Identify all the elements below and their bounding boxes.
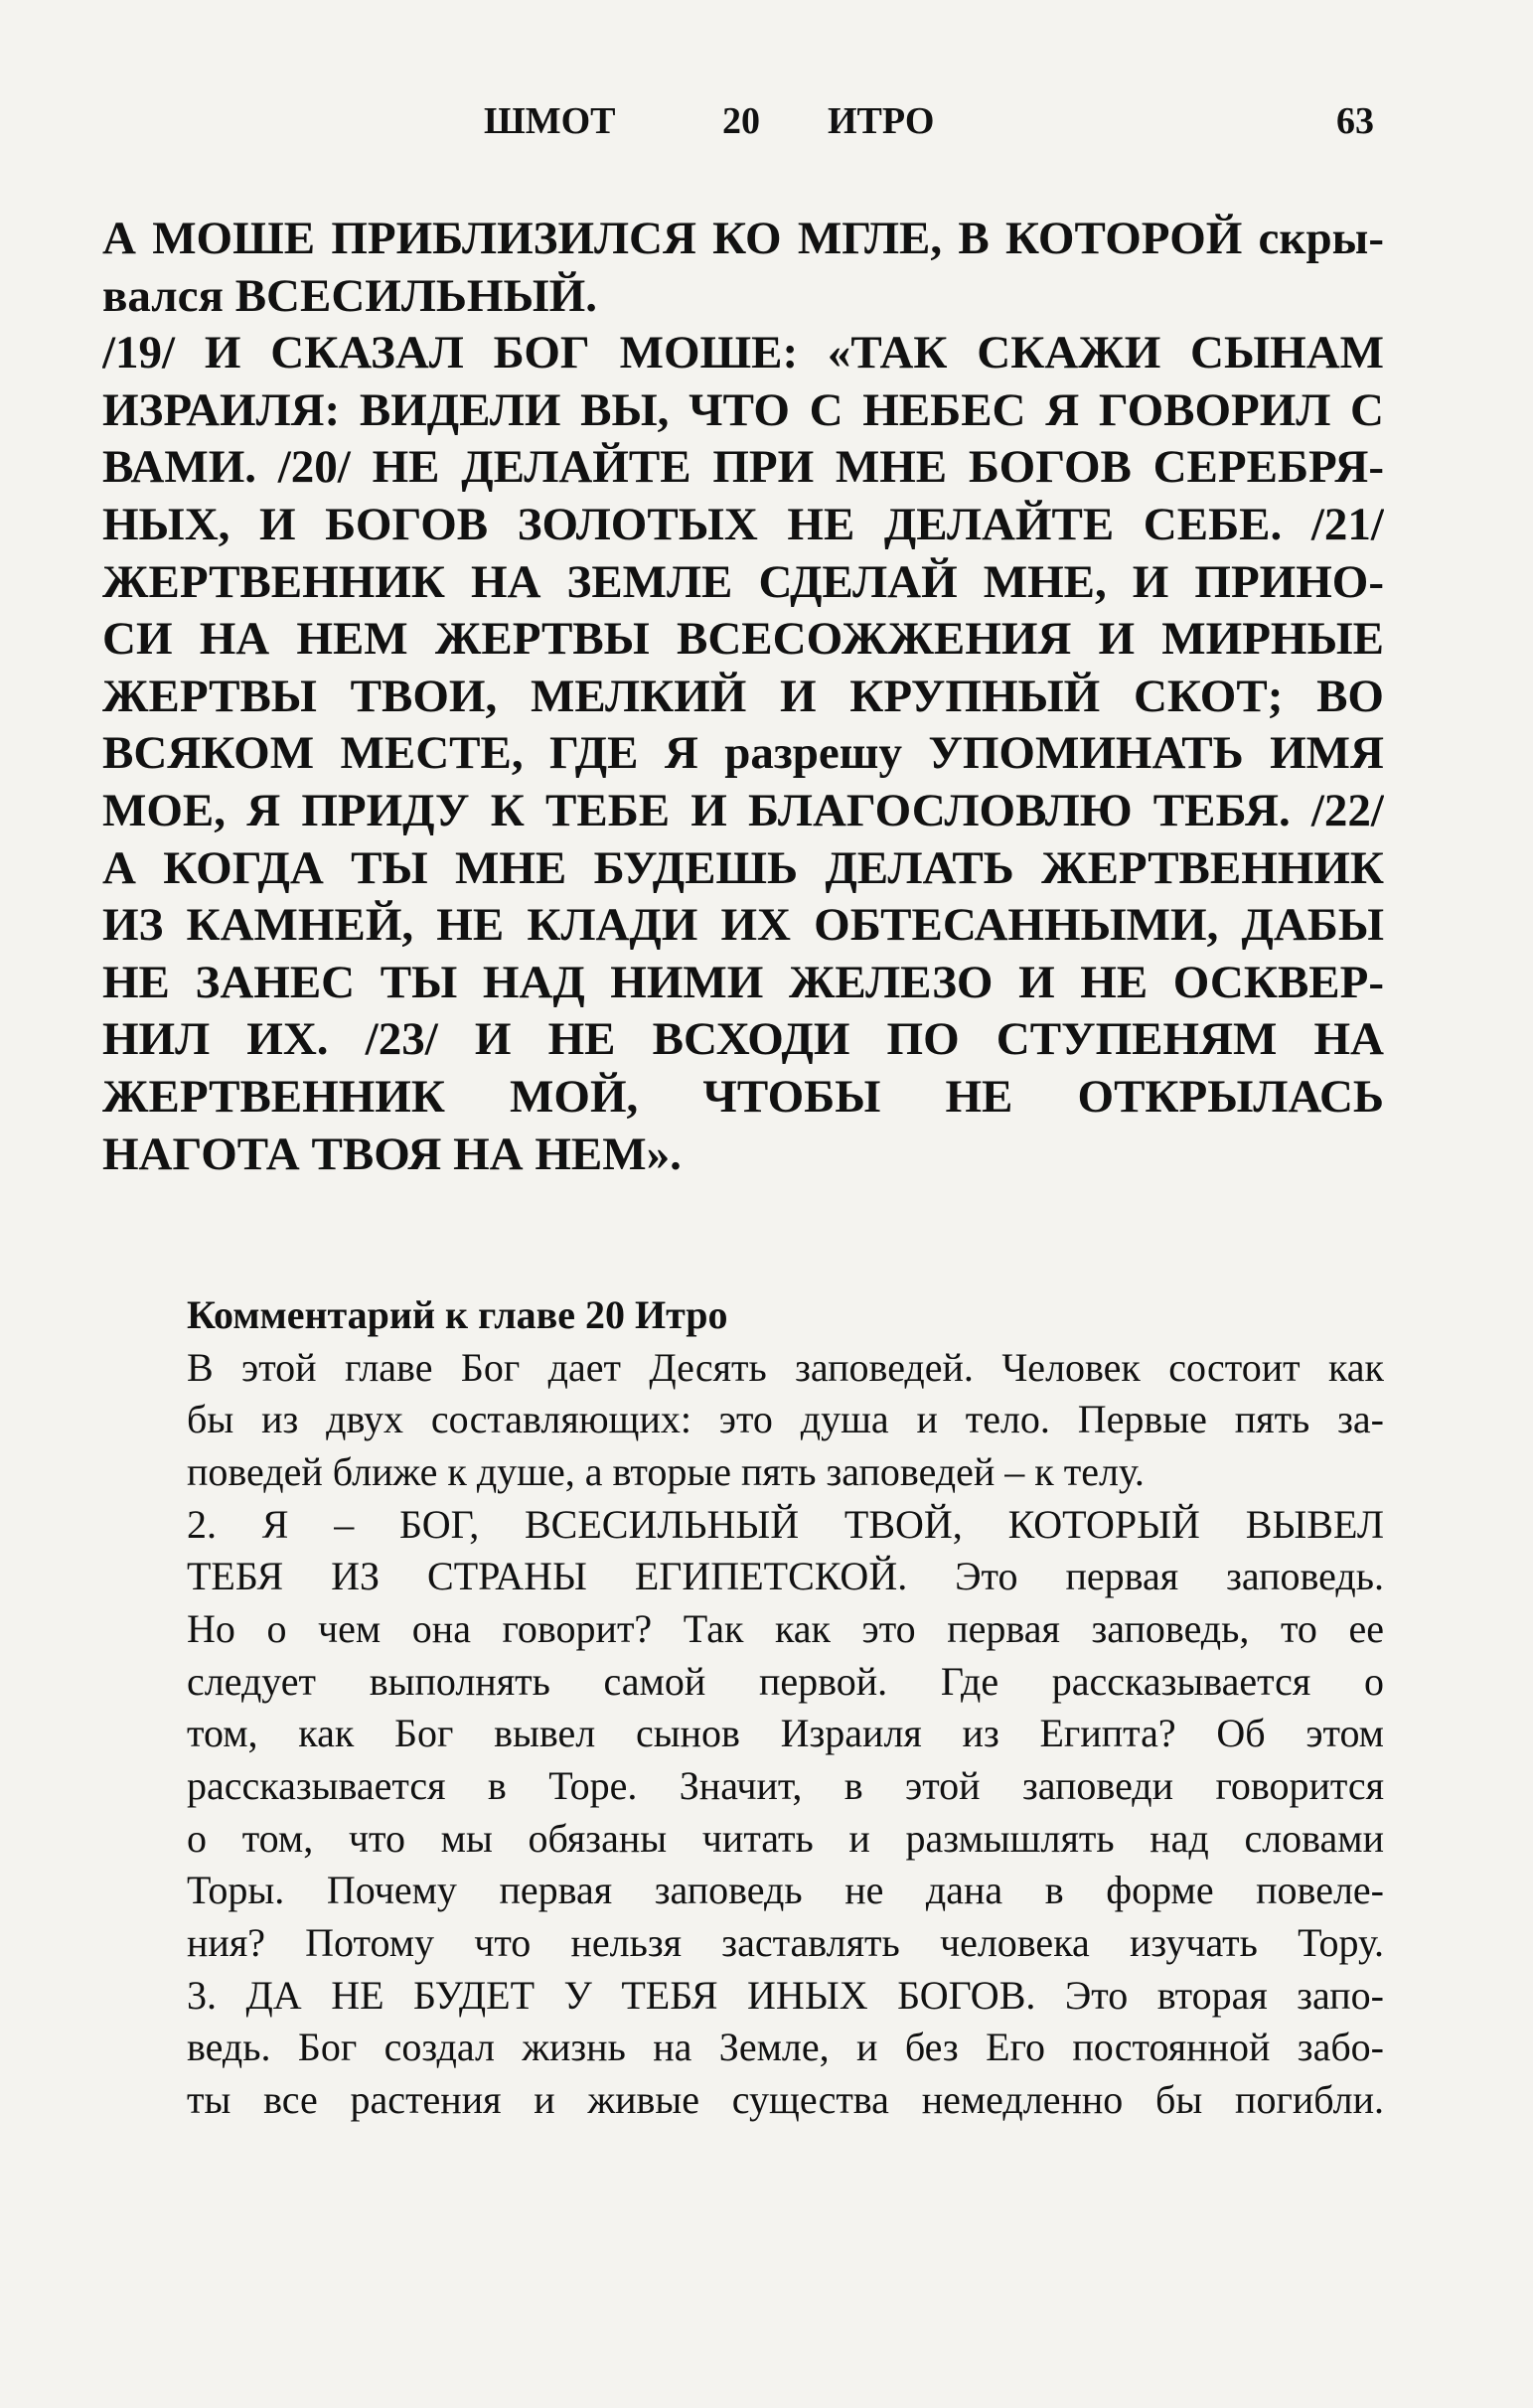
commentary-line: 2. Я – БОГ, ВСЕСИЛЬНЫЙ ТВОЙ, КОТОРЫЙ ВЫВЕЛ xyxy=(187,1501,1384,1547)
verse-line: А МОШЕ ПРИБЛИЗИЛСЯ КО МГЛЕ, В КОТОРОЙ скры- xyxy=(102,213,1384,264)
commentary-line: о том, что мы обязаны читать и размышлять над словами xyxy=(187,1815,1384,1861)
verse-line: ВСЯКОМ МЕСТЕ, ГДЕ Я разрешу УПОМИНАТЬ ИМЯ xyxy=(102,727,1384,780)
verse-line: А КОГДА ТЫ МНЕ БУДЕШЬ ДЕЛАТЬ ЖЕРТВЕННИК xyxy=(102,841,1384,894)
running-head-parsha: ИТРО xyxy=(828,100,935,142)
commentary-line: ТЕБЯ ИЗ СТРАНЫ ЕГИПЕТСКОЙ. Это первая заповедь. xyxy=(187,1554,1384,1599)
commentary-line: том, как Бог вывел сынов Израиля из Египта? Об этом xyxy=(187,1711,1384,1756)
running-head-book: ШМОТ xyxy=(484,100,616,142)
verse-line: НАГОТА ТВОЯ НА НЕМ». xyxy=(102,1128,682,1180)
verse-line: вался ВСЕСИЛЬНЫЙ. xyxy=(102,269,597,322)
verse-line: ИЗРАИЛЯ: ВИДЕЛИ ВЫ, ЧТО С НЕБЕС Я ГОВОРИЛ С xyxy=(102,383,1384,436)
verse-line: ВАМИ. /20/ НЕ ДЕЛАЙТЕ ПРИ МНЕ БОГОВ СЕРЕБРЯ- xyxy=(102,441,1384,494)
verse-line: /19/ И СКАЗАЛ БОГ МОШЕ: «ТАК СКАЖИ СЫНАМ xyxy=(102,327,1384,379)
verse-line: ЖЕРТВЕННИК МОЙ, ЧТОБЫ НЕ ОТКРЫЛАСЬ xyxy=(102,1070,1384,1123)
commentary-line: поведей ближе к душе, а вторые пять заповедей – к телу. xyxy=(187,1448,1145,1494)
running-head xyxy=(0,99,1533,159)
commentary-line: ты все растения и живые существа немедленно бы погибли. xyxy=(187,2077,1384,2123)
commentary-line: 3. ДА НЕ БУДЕТ У ТЕБЯ ИНЫХ БОГОВ. Это вторая запо- xyxy=(187,1972,1384,2018)
verse-line: НИЛ ИХ. /23/ И НЕ ВСХОДИ ПО СТУПЕНЯМ НА xyxy=(102,1013,1384,1066)
commentary-section xyxy=(187,1288,1384,2127)
verse-line: ЖЕРТВЫ ТВОИ, МЕЛКИЙ И КРУПНЫЙ СКОТ; ВО xyxy=(102,670,1384,722)
verse-line: НЕ ЗАНЕС ТЫ НАД НИМИ ЖЕЛЕЗО И НЕ ОСКВЕР- xyxy=(102,956,1384,1008)
scripture-verses xyxy=(102,211,1384,1183)
commentary-line: ния? Потому что нельзя заставлять человека изучать Тору. xyxy=(187,1920,1384,1966)
running-head-chapter: 20 xyxy=(722,100,760,142)
commentary-heading: Комментарий к главе 20 Итро xyxy=(187,1292,728,1337)
commentary-line: рассказывается в Торе. Значит, в этой заповеди говорится xyxy=(187,1763,1384,1808)
commentary-line: Но о чем она говорит? Так как это первая заповедь, то ее xyxy=(187,1605,1384,1651)
verse-line: ИЗ КАМНЕЙ, НЕ КЛАДИ ИХ ОБТЕСАННЫМИ, ДАБЫ xyxy=(102,899,1384,952)
commentary-line: следует выполнять самой первой. Где рассказывается о xyxy=(187,1658,1384,1704)
verse-line: НЫХ, И БОГОВ ЗОЛОТЫХ НЕ ДЕЛАЙТЕ СЕБЕ. /21/ xyxy=(102,498,1384,550)
commentary-line: В этой главе Бог дает Десять заповедей. Человек состоит как xyxy=(187,1344,1384,1390)
verse-line: ЖЕРТВЕННИК НА ЗЕМЛЕ СДЕЛАЙ МНЕ, И ПРИНО- xyxy=(102,555,1384,608)
commentary-line: бы из двух составляющих: это душа и тело. Первые пять за- xyxy=(187,1397,1384,1442)
commentary-line: ведь. Бог создал жизнь на Земле, и без Его постоянной забо- xyxy=(187,2025,1384,2070)
page-number: 63 xyxy=(1336,100,1374,142)
verse-line: МОЕ, Я ПРИДУ К ТЕБЕ И БЛАГОСЛОВЛЮ ТЕБЯ. /22/ xyxy=(102,784,1384,836)
verse-line: СИ НА НЕМ ЖЕРТВЫ ВСЕСОЖЖЕНИЯ И МИРНЫЕ xyxy=(102,613,1384,666)
commentary-line: Торы. Почему первая заповедь не дана в форме повеле- xyxy=(187,1868,1384,1913)
